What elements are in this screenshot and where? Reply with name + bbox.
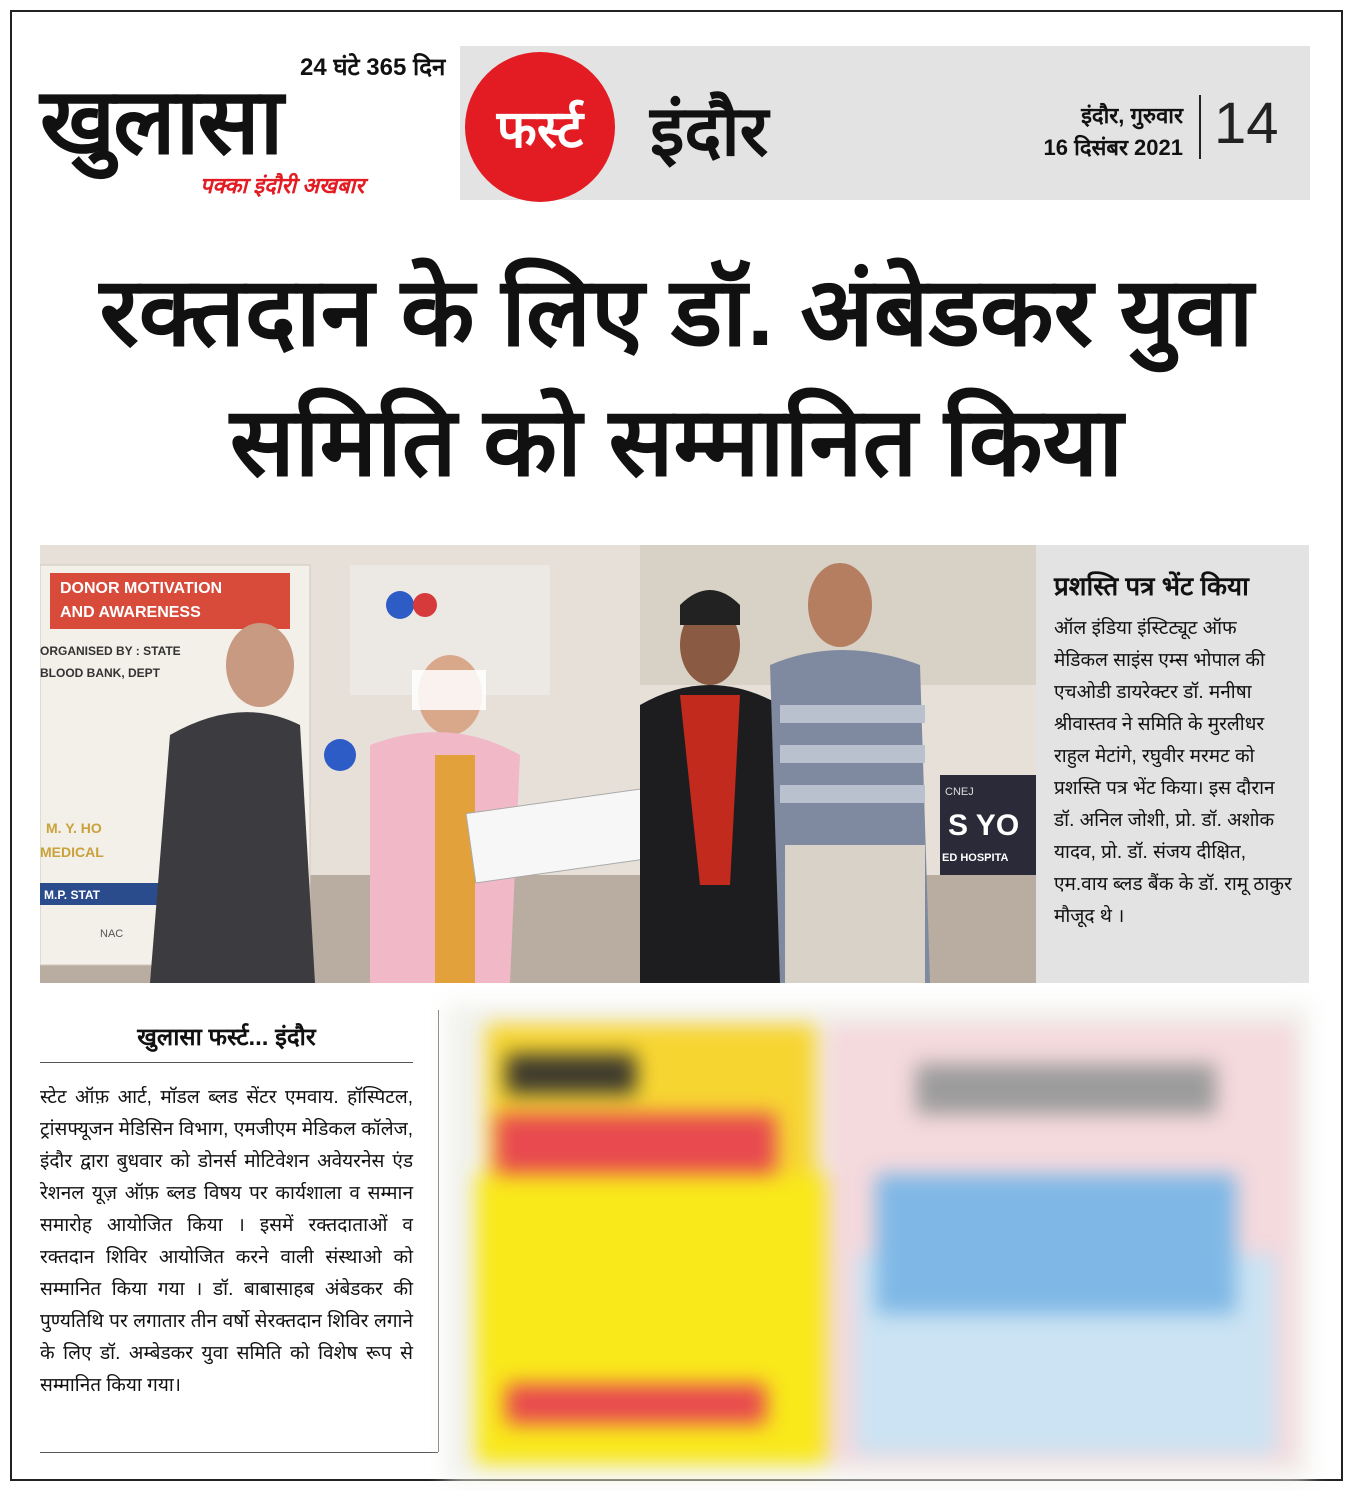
blurred-advertisement <box>446 1004 1310 1480</box>
banner-text-3: ORGANISED BY : STATE <box>40 644 181 658</box>
right-sign-text-1: CNEJ <box>945 786 974 798</box>
edition-city: इंदौर <box>650 92 769 170</box>
banner-text-2: AND AWARENESS <box>60 604 201 621</box>
banner-text-1: DONOR MOTIVATION <box>60 580 223 597</box>
caption-body: ऑल इंडिया इंस्टिट्यूट ऑफ मेडिकल साइंस एम्स भोपाल की एचओडी डायरेक्टर डॉ. मनीषा श्रीवास्तव ने समिति के मुरलीधर राहुल मेटांगे, रघुवीर मरमट को प्रशस्ति पत्र भेंट किया। इस दौरान डॉ. अनिल जोशी, प्रो. डॉ. अशोक यादव, प्रो. डॉ. संजय दीक्षित, एम.वाय ब्लड बैंक के डॉ. रामू ठाकुर मौजूद थे । <box>1054 618 1292 927</box>
story-bottom-divider <box>40 1452 438 1453</box>
banner-text-6: MEDICAL <box>40 844 104 860</box>
first-badge-text: फर्स्ट <box>496 100 584 159</box>
newspaper-logo: खुलासा <box>40 71 282 173</box>
column-divider <box>438 1010 439 1452</box>
banner-text-7: M.P. STAT <box>44 888 101 902</box>
masthead-tagline-top: 24 घंटे 365 दिन <box>300 54 446 81</box>
main-headline <box>40 248 1313 508</box>
byline-divider <box>40 1062 413 1063</box>
banner-text-5: M. Y. HO <box>46 820 102 836</box>
right-sign-text-3: ED HOSPITA <box>942 852 1009 864</box>
news-photo <box>40 545 1036 983</box>
banner-text-4: BLOOD BANK, DEPT <box>40 666 160 680</box>
dateline-date: 16 दिसंबर 2021 <box>1043 135 1183 160</box>
story-byline: खुलासा फर्स्ट... इंदौर <box>137 1024 316 1051</box>
ad-block-red-2 <box>506 1384 766 1424</box>
photo-caption-box <box>1036 545 1309 983</box>
ad-block-red <box>496 1114 776 1174</box>
right-sign-text-2: S YO <box>948 809 1020 842</box>
first-badge-logo <box>465 52 615 202</box>
ad-block-heading <box>916 1064 1216 1114</box>
masthead-tagline-bottom: पक्का इंदौरी अखबार <box>200 173 365 198</box>
banner-text-8: NAC <box>100 928 124 940</box>
ad-block-dark <box>506 1054 636 1094</box>
page-number-divider <box>1199 95 1201 159</box>
dateline-day: इंदौर, गुरुवार <box>1081 103 1183 128</box>
ad-block-blue <box>876 1174 1236 1314</box>
caption-title: प्रशस्ति पत्र भेंट किया <box>1054 571 1249 601</box>
photo-illustration <box>40 545 1036 983</box>
headline-line-2: समिति को सम्मानित किया <box>229 389 1124 496</box>
headline-line-1: रक्तदान के लिए डॉ. अंबेडकर युवा <box>99 259 1254 366</box>
story-body: स्टेट ऑफ़ आर्ट, मॉडल ब्लड सेंटर एमवाय. हॉस्पिटल, ट्रांसफ्यूजन मेडिसिन विभाग, एमजीएम मेडिकल कॉलेज, इंदौर द्वारा बुधवार को डोनर्स मोटिवेशन अवेयरनेस एंड रेशनल यूज़ ऑफ़ ब्लड विषय पर कार्यशाला व सम्मान समारोह आयोजित किया । इसमें रक्तदाताओं व रक्तदान शिविर आयोजित करने वाली संस्थाओ को सम्मानित किया गया । डॉ. बाबासाहब अंबेडकर की पुण्यतिथि पर लगातार तीन वर्षो सेरक्तदान शिविर लगाने के लिए डॉ. अम्बेडकर युवा समिति को विशेष रूप से सम्मानित किया गया। <box>40 1087 413 1396</box>
page-number: 14 <box>1214 91 1279 156</box>
